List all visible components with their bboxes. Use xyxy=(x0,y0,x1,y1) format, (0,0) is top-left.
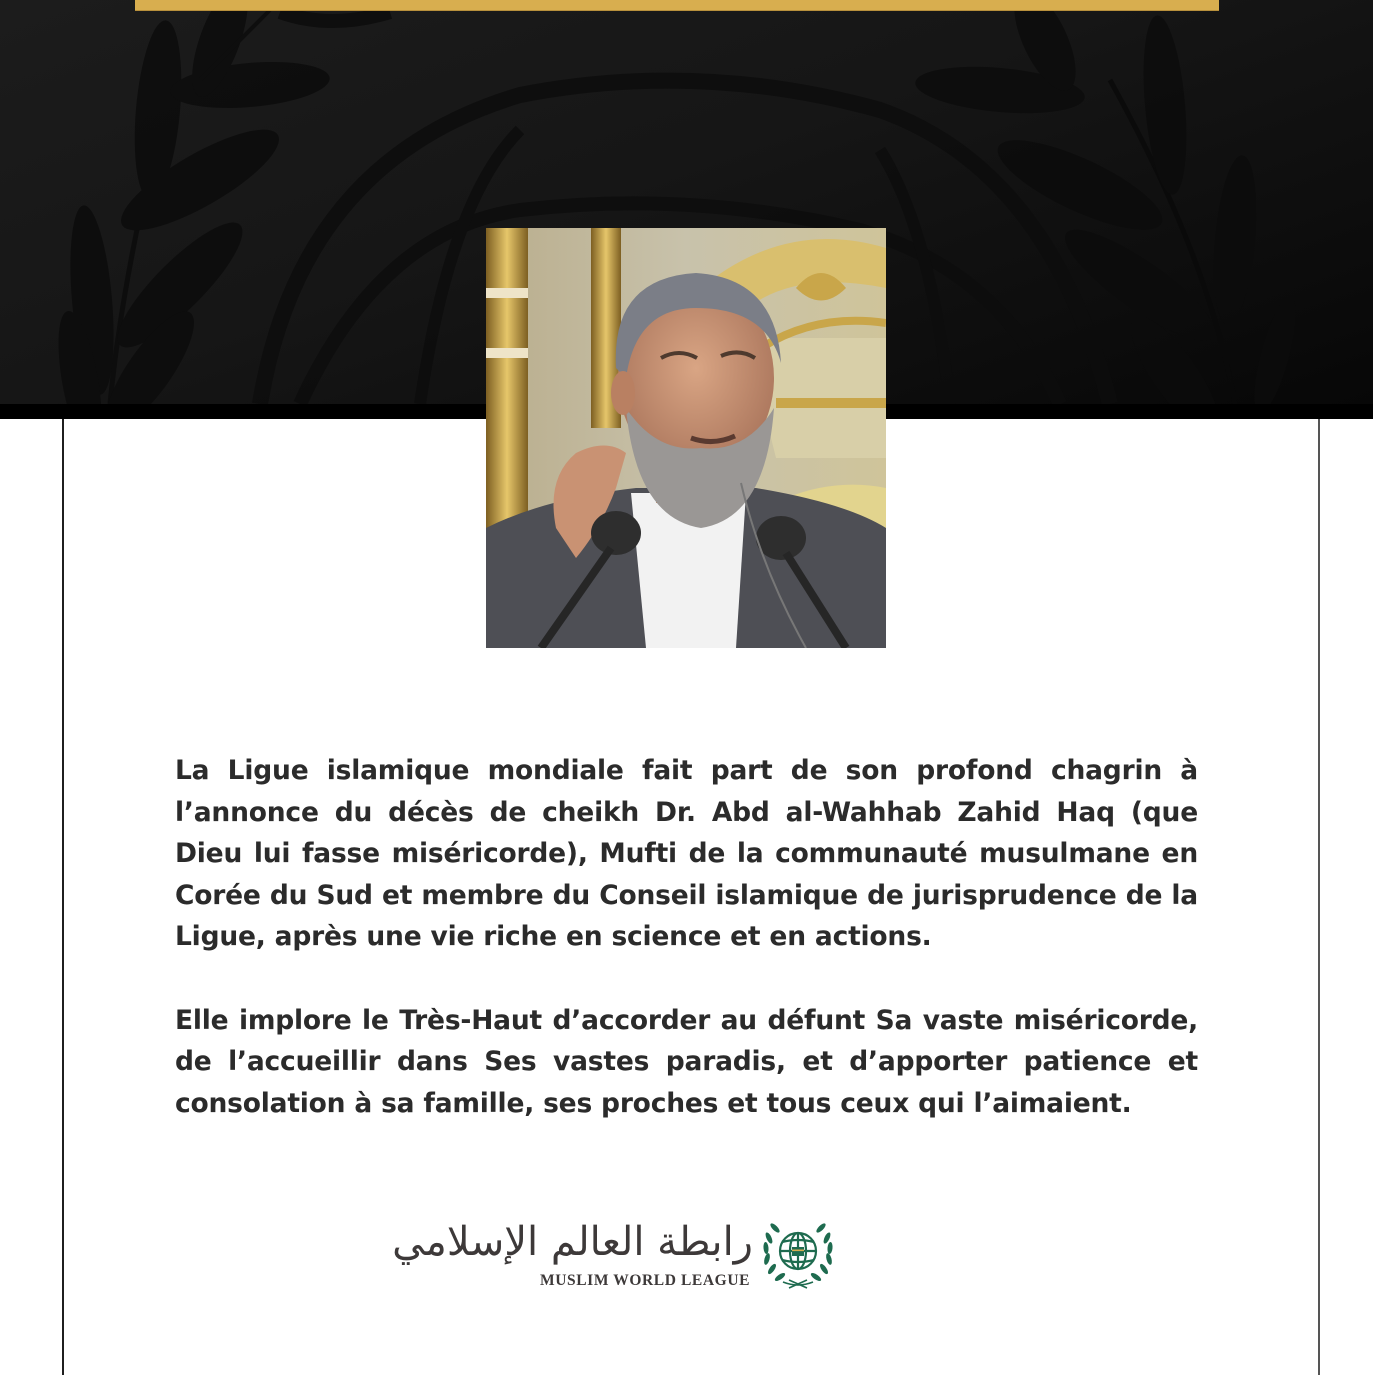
portrait-illustration xyxy=(486,228,886,648)
portrait-photo xyxy=(486,228,886,648)
frame-border-left xyxy=(62,419,64,1375)
frame-border-right xyxy=(1318,419,1320,1375)
wreath-globe-kaaba-icon xyxy=(759,1214,837,1292)
gold-top-bar xyxy=(135,0,1219,11)
logo-arabic-wordmark: رابطة العالم الإسلامي xyxy=(392,1219,753,1265)
condolence-message xyxy=(175,750,1198,1166)
condolence-paragraph-2: Elle implore le Très-Haut d’accorder au défunt Sa vaste miséricorde, de l’accueillir dans Ses vastes paradis, et d’apporter patience et consolation à sa famille, ses proches et tous ceux qui l’aimaient. xyxy=(175,1004,1198,1119)
condolence-paragraph-1: La Ligue islamique mondiale fait part de son profond chagrin à l’annonce du décès de cheikh Dr. Abd al-Wahhab Zahid Haq (que Dieu lui fasse miséricorde), Mufti de la communauté musulmane en Corée du Sud et membre du Conseil islamique de jurisprudence de la Ligue, après une vie riche en science et en actions. xyxy=(175,755,1198,953)
muslim-world-league-logo xyxy=(392,1214,837,1296)
logo-english-wordmark: MUSLIM WORLD LEAGUE xyxy=(540,1272,751,1289)
